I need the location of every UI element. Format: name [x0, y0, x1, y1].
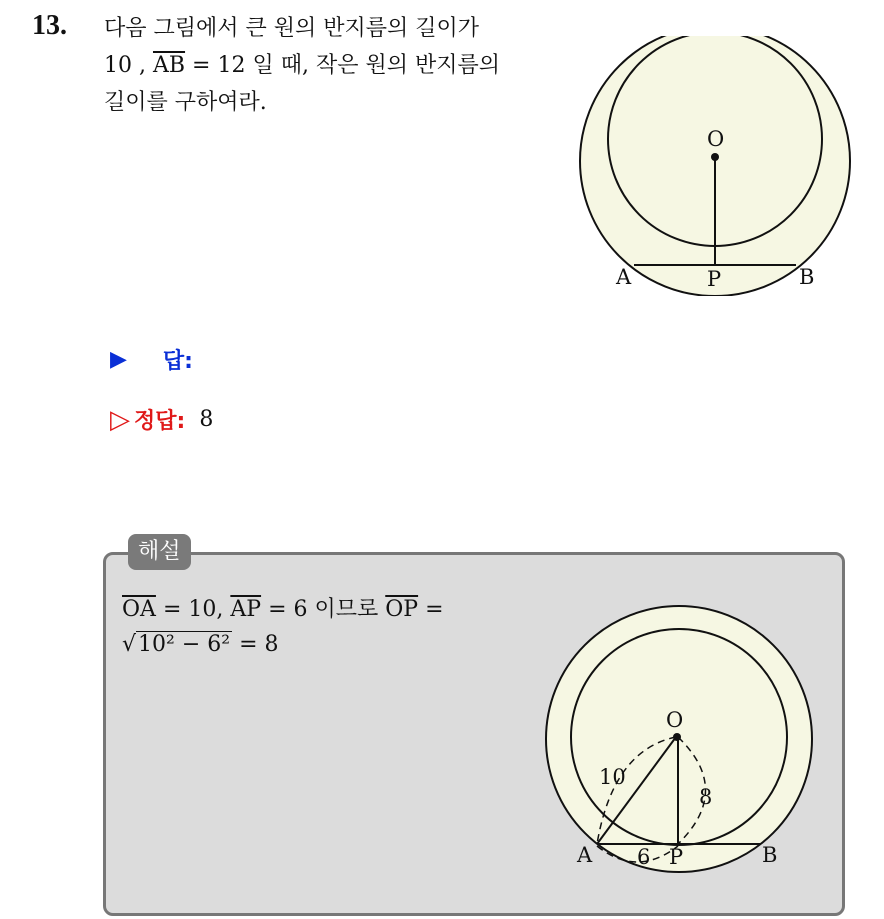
correct-answer-row — [110, 404, 213, 435]
label-b: B — [799, 265, 815, 289]
correct-answer-label: 정답: — [134, 409, 186, 434]
center-point-o — [711, 153, 719, 161]
solution-tag: 해설 — [128, 534, 191, 570]
label-a: A — [577, 843, 593, 867]
sqrt-sign: √ — [122, 632, 137, 657]
segment-op-text: $\overline{OP}$ — [385, 597, 419, 622]
question-line-1: 다음 그림에서 큰 원의 반지름의 길이가 — [104, 16, 479, 41]
label-o: O — [666, 708, 684, 732]
solution-figure — [533, 600, 823, 880]
segment-ap: $\overline{AP}$ — [230, 597, 262, 622]
answer-label: 답: — [162, 349, 193, 374]
solution-eq-2: = 6 이므로 — [268, 597, 379, 622]
solution-eq-3: = — [425, 597, 444, 622]
question-text — [104, 10, 574, 121]
segment-oa: $\overline{OA}$ — [122, 597, 156, 622]
question-line-2-pre: 10 , — [104, 53, 146, 78]
length-ap: 6 — [637, 845, 651, 869]
question-line-2-post: = 12 일 때, 작은 원의 반지름의 — [192, 53, 500, 78]
question-line-2 — [104, 47, 574, 84]
solution-line-2 — [122, 631, 279, 657]
label-o: O — [707, 127, 725, 151]
play-icon: ▶ — [110, 347, 127, 372]
solution-eq-1: = 10, — [162, 597, 224, 622]
length-op: 8 — [699, 785, 713, 809]
question-number: 13. — [32, 10, 67, 41]
length-oa: 10 — [599, 765, 626, 789]
question-line-3: 길이를 구하여라. — [104, 90, 267, 115]
segment-ab: $\overline{AB}$ — [152, 53, 186, 78]
sqrt-body: 10² − 6² — [138, 632, 231, 657]
label-p: P — [669, 845, 684, 869]
label-p: P — [707, 267, 722, 291]
solution-line-1 — [122, 592, 444, 623]
solution-result: = 8 — [239, 632, 279, 657]
outline-play-icon: ▷ — [110, 404, 130, 435]
problem-figure — [570, 36, 860, 296]
label-a: A — [616, 265, 632, 289]
center-point-o — [673, 733, 681, 741]
label-b: B — [762, 843, 778, 867]
answer-row — [110, 344, 193, 375]
correct-answer-value: 8 — [199, 407, 214, 432]
